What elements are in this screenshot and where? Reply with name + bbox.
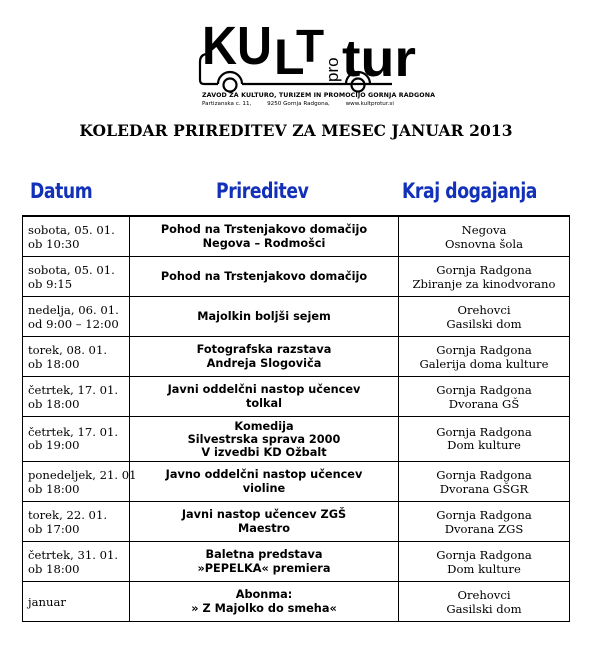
place-cell bbox=[399, 542, 570, 582]
event-cell bbox=[130, 502, 399, 542]
date-cell-line: četrtek, 17. 01. bbox=[28, 382, 119, 397]
table-row bbox=[23, 417, 570, 462]
date-cell-line: ob 18:00 bbox=[28, 356, 80, 371]
table-row bbox=[23, 502, 570, 542]
logo-tur: tur bbox=[342, 30, 416, 88]
event-cell bbox=[130, 257, 399, 297]
date-cell bbox=[23, 337, 130, 377]
date-cell bbox=[23, 297, 130, 337]
event-cell-line: Baletna predstava bbox=[205, 547, 323, 561]
event-cell-line: Negova – Rodmošci bbox=[202, 236, 326, 250]
date-cell bbox=[23, 502, 130, 542]
place-cell-line: Osnovna šola bbox=[444, 236, 524, 251]
date-cell-line: ponedeljek, 21. 01 bbox=[28, 467, 137, 482]
place-cell bbox=[399, 337, 570, 377]
event-cell-line: »PEPELKA« premiera bbox=[197, 561, 331, 575]
place-cell-line: Gasilski dom bbox=[446, 601, 522, 616]
place-cell-line: Dvorana ZGS bbox=[444, 521, 524, 536]
date-cell-line: četrtek, 17. 01. bbox=[28, 425, 119, 439]
event-cell-line: Javno oddelčni nastop učencev bbox=[165, 467, 363, 481]
header-datum: Datum bbox=[30, 179, 93, 203]
place-cell-line: Dvorana GŠGR bbox=[439, 481, 529, 496]
event-cell bbox=[130, 337, 399, 377]
events-table bbox=[22, 215, 570, 622]
place-cell bbox=[399, 582, 570, 622]
date-cell bbox=[23, 417, 130, 462]
place-cell-line: Galerija doma kulture bbox=[419, 356, 549, 371]
table-row bbox=[23, 297, 570, 337]
date-cell-line: januar bbox=[28, 594, 66, 609]
place-cell bbox=[399, 462, 570, 502]
header-prireditev: Prireditev bbox=[216, 179, 309, 203]
table-row bbox=[23, 542, 570, 582]
event-cell bbox=[130, 377, 399, 417]
event-cell bbox=[130, 462, 399, 502]
place-cell-line: Dom kulture bbox=[447, 561, 521, 576]
table-row bbox=[23, 337, 570, 377]
place-cell bbox=[399, 502, 570, 542]
place-cell-line: Gornja Radgona bbox=[436, 382, 532, 397]
place-cell-line: Negova bbox=[461, 222, 507, 237]
date-cell-line: torek, 08. 01. bbox=[28, 342, 107, 357]
logo-website: www.kultprotur.si bbox=[345, 101, 394, 107]
table-row bbox=[23, 257, 570, 297]
event-cell-line: Maestro bbox=[238, 521, 290, 535]
event-cell-line: violine bbox=[242, 481, 286, 495]
place-cell-line: Zbiranje za kinodvorano bbox=[412, 276, 556, 291]
logo-letter-t: T bbox=[296, 20, 325, 72]
date-cell-line: ob 17:00 bbox=[28, 521, 80, 536]
logo-letter-l: L bbox=[274, 29, 305, 85]
date-cell-line: ob 9:15 bbox=[28, 276, 73, 291]
place-cell-line: Orehovci bbox=[457, 587, 511, 602]
place-cell-line: Dom kulture bbox=[447, 438, 521, 452]
date-cell-line: torek, 22. 01. bbox=[28, 507, 107, 522]
place-cell-line: Gornja Radgona bbox=[436, 342, 532, 357]
event-cell bbox=[130, 216, 399, 257]
event-cell-line: Majolkin boljši sejem bbox=[197, 309, 331, 323]
event-cell-line: V izvedbi KD Ožbalt bbox=[201, 445, 327, 459]
event-cell-line: Silvestrska sprava 2000 bbox=[187, 432, 341, 446]
event-cell-line: Andreja Slogoviča bbox=[206, 356, 322, 370]
event-cell-line: Pohod na Trstenjakovo domačijo bbox=[160, 222, 368, 236]
event-cell-line: » Z Majolko do smeha« bbox=[191, 601, 337, 615]
kultprotur-logo bbox=[196, 18, 436, 110]
logo-city: 9250 Gornja Radgona, bbox=[267, 101, 330, 107]
logo-pro: pro bbox=[323, 57, 342, 82]
date-cell-line: nedelja, 06. 01. bbox=[28, 302, 119, 317]
date-cell-line: ob 10:30 bbox=[28, 236, 80, 251]
page-title: KOLEDAR PRIREDITEV ZA MESEC JANUAR 2013 bbox=[79, 121, 513, 140]
logo-letters-ku: KU bbox=[202, 18, 272, 76]
date-cell-line: ob 18:00 bbox=[28, 561, 80, 576]
date-cell-line: četrtek, 31. 01. bbox=[28, 547, 119, 562]
table-row bbox=[23, 377, 570, 417]
event-cell-line: Pohod na Trstenjakovo domačijo bbox=[160, 269, 368, 283]
place-cell bbox=[399, 377, 570, 417]
event-cell bbox=[130, 542, 399, 582]
event-cell-line: Javni nastop učencev ZGŠ bbox=[181, 507, 347, 521]
date-cell bbox=[23, 462, 137, 502]
event-cell bbox=[130, 582, 399, 622]
place-cell-line: Gornja Radgona bbox=[436, 547, 532, 562]
place-cell-line: Gornja Radgona bbox=[436, 467, 532, 482]
date-cell-line: od 9:00 – 12:00 bbox=[28, 316, 119, 331]
event-cell bbox=[130, 297, 399, 337]
date-cell-line: sobota, 05. 01. bbox=[28, 262, 115, 277]
date-cell bbox=[23, 257, 130, 297]
date-cell bbox=[23, 377, 130, 417]
date-cell-line: ob 18:00 bbox=[28, 396, 80, 411]
place-cell bbox=[399, 417, 570, 462]
event-cell-line: Javni oddelčni nastop učencev bbox=[167, 382, 361, 396]
bus-outline-icon bbox=[196, 18, 428, 94]
logo-subtitle: ZAVOD ZA KULTURO, TURIZEM IN PROMOCIJO GORNJA RADGONA bbox=[202, 92, 436, 99]
place-cell bbox=[399, 257, 570, 297]
place-cell-line: Dvorana GŠ bbox=[448, 396, 520, 411]
place-cell-line: Gornja Radgona bbox=[436, 262, 532, 277]
date-cell bbox=[23, 542, 130, 582]
date-cell bbox=[23, 582, 130, 622]
table-row bbox=[23, 216, 570, 257]
table-row bbox=[23, 462, 570, 502]
place-cell-line: Orehovci bbox=[457, 302, 511, 317]
event-cell-line: Komedija bbox=[234, 419, 294, 433]
header-kraj-dogajanja: Kraj dogajanja bbox=[402, 179, 538, 203]
logo-street: Partizanska c. 11, bbox=[202, 101, 252, 107]
event-cell bbox=[130, 417, 399, 462]
date-cell bbox=[23, 216, 130, 257]
place-cell bbox=[399, 297, 570, 337]
date-cell-line: ob 18:00 bbox=[28, 481, 80, 496]
event-cell-line: Abonma: bbox=[235, 587, 293, 601]
place-cell-line: Gasilski dom bbox=[446, 316, 522, 331]
place-cell bbox=[399, 216, 570, 257]
table-row bbox=[23, 582, 570, 622]
date-cell-line: sobota, 05. 01. bbox=[28, 222, 115, 237]
place-cell-line: Gornja Radgona bbox=[436, 425, 532, 439]
date-cell-line: ob 19:00 bbox=[28, 438, 80, 452]
event-cell-line: Fotografska razstava bbox=[196, 342, 332, 356]
place-cell-line: Gornja Radgona bbox=[436, 507, 532, 522]
logo-address bbox=[202, 101, 408, 107]
event-cell-line: tolkal bbox=[245, 396, 283, 410]
